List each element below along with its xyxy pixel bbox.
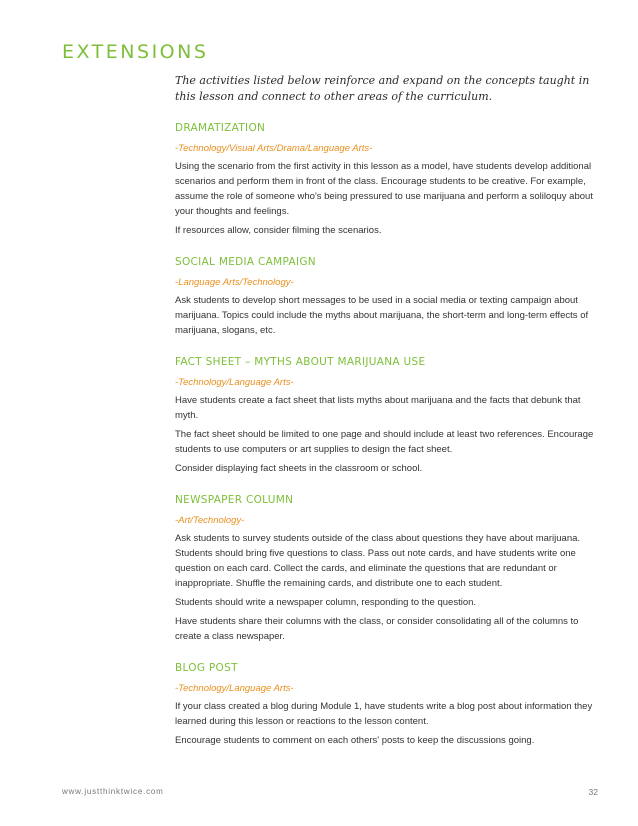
section-heading: SOCIAL MEDIA CAMPAIGN <box>175 256 316 268</box>
section-paragraph: Consider displaying fact sheets in the classroom or school. <box>175 463 423 474</box>
section-fact-sheet <box>175 355 605 476</box>
section-heading: NEWSPAPER COLUMN <box>175 494 294 506</box>
section-paragraph: If resources allow, consider filming the scenarios. <box>175 225 382 236</box>
section-paragraph: Ask students to develop short messages to be used in a social media or texting campaign about marijuana. Topics could include the myths about marijuana, the short-term and long-term effects of marijuana, slogans, etc. <box>175 295 589 336</box>
section-heading: DRAMATIZATION <box>175 122 266 134</box>
section-paragraph: Ask students to survey students outside of the class about questions they have about marijuana. Students should bring five questions to class. Pass out note cards, and have students write one question on each card. Collect the cards, and eliminate the questions that are redundant or inappropriate. Shuffle the remaining cards, and distribute one to each student. <box>175 533 581 589</box>
section-paragraph: Encourage students to comment on each others' posts to keep the discussions going. <box>175 735 535 746</box>
section-paragraph: Using the scenario from the first activity in this lesson as a model, have students develop additional scenarios and perform them in front of the class. Encourage students to be creative. For example, assume the role of someone who's being pressured to use marijuana and perform a soliloquy about your thoughts and feelings. <box>175 161 593 217</box>
section-dramatization <box>175 121 605 238</box>
page-title: EXTENSIONS <box>62 41 209 63</box>
section-subjects: -Technology/Language Arts- <box>175 683 294 694</box>
footer-url: www.justthinktwice.com <box>62 787 164 796</box>
section-paragraph: Have students share their columns with the class, or consider consolidating all of the columns to create a class newspaper. <box>175 616 579 642</box>
section-heading: BLOG POST <box>175 662 238 674</box>
section-subjects: -Language Arts/Technology- <box>175 277 294 288</box>
sections-container <box>175 121 605 765</box>
section-subjects: -Technology/Visual Arts/Drama/Language Arts- <box>175 143 373 154</box>
section-paragraph: Students should write a newspaper column, responding to the question. <box>175 597 477 608</box>
section-heading: FACT SHEET – MYTHS ABOUT MARIJUANA USE <box>175 356 426 368</box>
section-paragraph: The fact sheet should be limited to one page and should include at least two references. Encourage students to use computers or art supplies to design the fact sheet. <box>175 429 594 455</box>
section-social-media-campaign <box>175 255 605 338</box>
section-subjects: -Technology/Language Arts- <box>175 377 294 388</box>
section-blog-post <box>175 661 605 748</box>
page-number: 32 <box>588 787 598 797</box>
section-subjects: -Art/Technology- <box>175 515 245 526</box>
section-newspaper-column <box>175 493 605 644</box>
intro-text: The activities listed below reinforce and expand on the concepts taught in this lesson and connect to other areas of the curriculum. <box>175 74 590 103</box>
section-paragraph: If your class created a blog during Module 1, have students write a blog post about information they learned during this lesson or reactions to the lesson content. <box>175 701 593 727</box>
section-paragraph: Have students create a fact sheet that lists myths about marijuana and the facts that debunk that myth. <box>175 395 581 421</box>
